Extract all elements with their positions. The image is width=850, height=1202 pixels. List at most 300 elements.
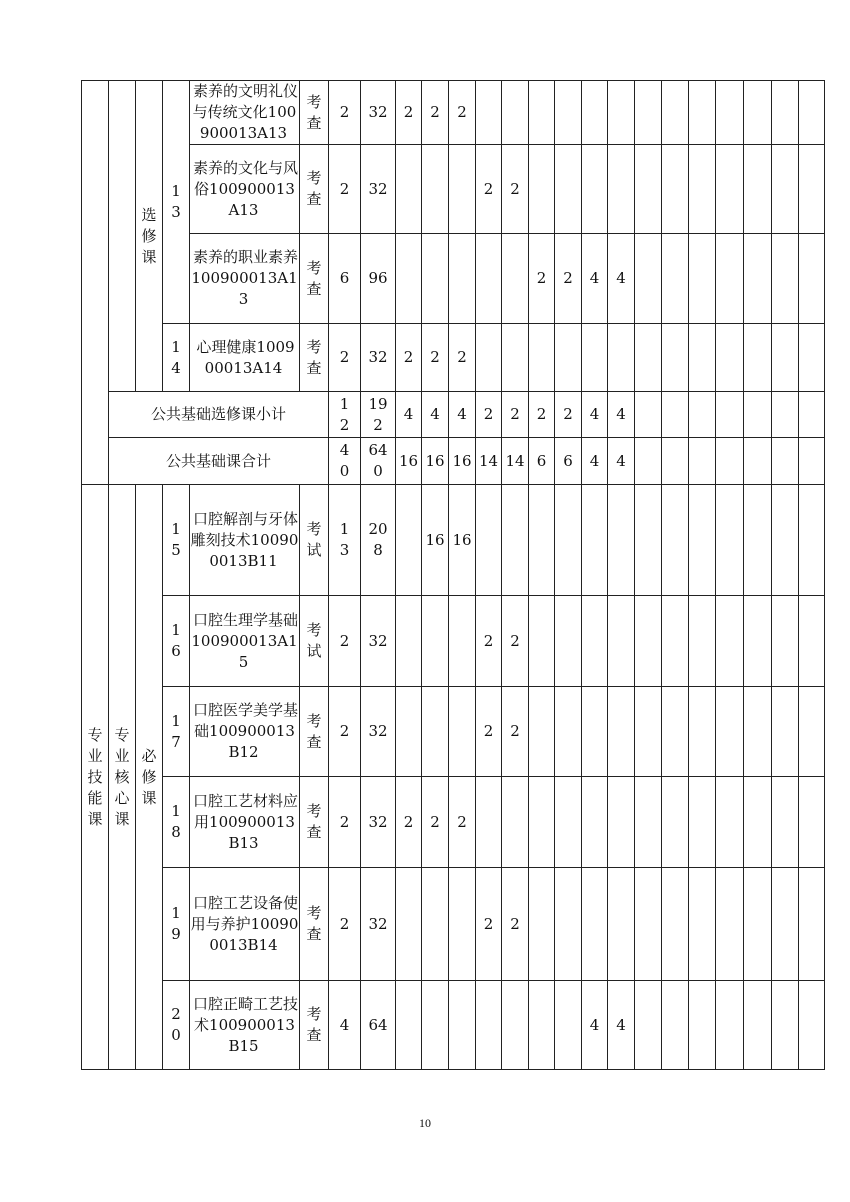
exam-type-text: 考查: [306, 904, 322, 943]
week-cell: [476, 485, 502, 596]
hours-cell-text: 192: [368, 394, 388, 434]
week-cell: [716, 81, 744, 145]
week-cell: [449, 234, 476, 324]
week-cell: [716, 145, 744, 234]
hours-cell: [361, 392, 396, 438]
credit-cell-text: 2: [339, 631, 350, 650]
week-cell: [502, 868, 529, 981]
week-cell: [476, 777, 502, 868]
course-number: [163, 485, 190, 596]
week-cell: [422, 234, 449, 324]
exam-type: [300, 324, 329, 392]
exam-type: [300, 81, 329, 145]
summary-label-text: 公共基础选修课小计: [150, 405, 286, 423]
week-cell: [716, 392, 744, 438]
exam-type-text: 考试: [306, 621, 322, 660]
week-cell: [582, 234, 608, 324]
exam-type-text: 考查: [306, 258, 322, 298]
summary-label-text: 公共基础课合计: [165, 451, 271, 470]
week-cell: [396, 981, 422, 1070]
week-cell: [662, 324, 689, 392]
week-cell: [689, 145, 716, 234]
week-cell: [555, 438, 582, 485]
week-cell: [422, 438, 449, 485]
week-cell: [582, 981, 608, 1070]
week-cell: [422, 324, 449, 392]
week-cell: [476, 687, 502, 777]
week-cell: [716, 777, 744, 868]
week-cell: [396, 324, 422, 392]
credit-cell: [329, 438, 361, 485]
week-cell: [476, 868, 502, 981]
week-cell: [635, 687, 662, 777]
week-cell: [502, 981, 529, 1070]
hours-cell: [361, 687, 396, 777]
week-cell: [449, 392, 476, 438]
week-cell-text: 4: [589, 451, 600, 470]
week-cell-text: 2: [563, 405, 573, 423]
summary-label: [109, 438, 329, 485]
week-cell: [582, 687, 608, 777]
week-cell: [772, 687, 799, 777]
week-cell: [529, 596, 555, 687]
week-cell: [502, 81, 529, 145]
week-cell: [608, 324, 635, 392]
week-cell: [449, 438, 476, 485]
table-row: [82, 687, 825, 777]
week-cell: [716, 596, 744, 687]
week-cell: [502, 145, 529, 234]
week-cell: [662, 438, 689, 485]
week-cell: [502, 234, 529, 324]
credit-cell-text: 2: [339, 722, 350, 740]
week-cell: [529, 81, 555, 145]
table-row: [82, 981, 825, 1070]
course-name-text: 口腔医学美学基础100900013B12: [192, 701, 298, 761]
week-cell-text: 16: [452, 530, 472, 549]
table-row: [82, 596, 825, 687]
week-cell: [422, 687, 449, 777]
course-number: [163, 687, 190, 777]
week-cell-text: 2: [510, 631, 520, 650]
course-number: [163, 777, 190, 868]
week-cell: [716, 485, 744, 596]
table-row: [82, 145, 825, 234]
week-cell: [799, 438, 825, 485]
hours-cell: [361, 145, 396, 234]
exam-type: [300, 145, 329, 234]
week-cell: [799, 145, 825, 234]
week-cell: [529, 981, 555, 1070]
table-row: [82, 868, 825, 981]
week-cell: [772, 324, 799, 392]
week-cell: [772, 81, 799, 145]
hours-cell: [361, 868, 396, 981]
summary-row: [82, 392, 825, 438]
credit-cell-text: 2: [339, 348, 350, 366]
week-cell: [799, 392, 825, 438]
week-cell: [396, 596, 422, 687]
major-skill-label: [82, 485, 109, 1070]
week-cell: [662, 777, 689, 868]
hours-cell-text: 640: [368, 441, 388, 480]
week-cell: [608, 145, 635, 234]
week-cell-text: 4: [589, 269, 600, 287]
week-cell: [396, 392, 422, 438]
page-number: 10: [419, 1116, 431, 1130]
week-cell-text: 2: [483, 914, 494, 933]
week-cell: [689, 981, 716, 1070]
credit-cell: [329, 596, 361, 687]
week-cell: [502, 485, 529, 596]
week-cell-text: 4: [616, 1015, 626, 1034]
week-cell: [555, 81, 582, 145]
course-name-text: 心理健康100900013A14: [196, 337, 295, 377]
week-cell: [689, 485, 716, 596]
hours-cell-text: 32: [368, 348, 388, 366]
week-cell: [635, 981, 662, 1070]
course-number-text: 16: [171, 621, 181, 660]
week-cell: [716, 868, 744, 981]
summary-row: [82, 438, 825, 485]
week-cell: [772, 981, 799, 1070]
week-cell: [716, 234, 744, 324]
week-cell: [689, 234, 716, 324]
week-cell: [772, 596, 799, 687]
week-cell: [555, 777, 582, 868]
credit-cell-text: 2: [339, 103, 350, 121]
week-cell: [502, 687, 529, 777]
week-cell: [689, 392, 716, 438]
hours-cell: [361, 324, 396, 392]
hours-cell-text: 32: [368, 179, 388, 198]
summary-label: [109, 392, 329, 438]
week-cell: [476, 145, 502, 234]
course-name-text: 口腔工艺材料应用100900013B13: [192, 791, 298, 852]
week-cell: [608, 777, 635, 868]
week-cell: [608, 438, 635, 485]
week-cell-text: 16: [452, 451, 472, 470]
week-cell: [744, 324, 772, 392]
credit-cell-text: 13: [339, 520, 350, 559]
week-cell: [449, 596, 476, 687]
credit-cell: [329, 145, 361, 234]
week-cell: [582, 145, 608, 234]
week-cell: [799, 687, 825, 777]
hours-cell: [361, 234, 396, 324]
week-cell: [635, 234, 662, 324]
week-cell-text: 2: [536, 405, 547, 423]
week-cell-text: 2: [457, 103, 467, 121]
week-cell: [635, 485, 662, 596]
week-cell: [582, 438, 608, 485]
week-cell: [555, 324, 582, 392]
week-cell: [529, 145, 555, 234]
week-cell: [582, 392, 608, 438]
week-cell: [662, 234, 689, 324]
week-cell: [662, 981, 689, 1070]
week-cell: [476, 81, 502, 145]
week-cell: [396, 485, 422, 596]
exam-type-text: 考查: [306, 337, 322, 377]
week-cell: [582, 868, 608, 981]
credit-cell: [329, 392, 361, 438]
course-number: [163, 324, 190, 392]
week-cell-text: 6: [563, 451, 573, 470]
week-cell: [422, 145, 449, 234]
week-cell-text: 2: [430, 348, 440, 366]
week-cell-text: 2: [510, 914, 520, 933]
week-cell: [772, 868, 799, 981]
week-cell: [529, 324, 555, 392]
week-cell-text: 16: [425, 530, 445, 549]
exam-type-text: 考查: [306, 92, 322, 132]
hours-cell: [361, 438, 396, 485]
credit-cell-text: 2: [339, 812, 350, 831]
week-cell-text: 14: [505, 451, 525, 470]
week-cell: [744, 81, 772, 145]
week-cell-text: 2: [403, 348, 414, 366]
credit-cell: [329, 81, 361, 145]
course-name-text: 素养的文化与风俗100900013A13: [192, 158, 298, 219]
week-cell: [555, 687, 582, 777]
week-cell: [772, 234, 799, 324]
week-cell: [635, 868, 662, 981]
week-cell: [502, 324, 529, 392]
week-cell-text: 2: [483, 722, 494, 740]
credit-cell-text: 2: [339, 179, 350, 198]
exam-type-text: 考试: [306, 520, 322, 559]
course-name: [190, 868, 300, 981]
week-cell: [396, 777, 422, 868]
hours-cell-text: 64: [368, 1015, 388, 1034]
elective-label: [136, 81, 163, 392]
week-cell-text: 2: [403, 103, 414, 121]
week-cell: [635, 145, 662, 234]
exam-type: [300, 981, 329, 1070]
table-row: [82, 777, 825, 868]
hours-cell-text: 32: [368, 914, 388, 933]
week-cell: [529, 687, 555, 777]
week-cell: [555, 145, 582, 234]
week-cell: [422, 868, 449, 981]
week-cell: [422, 485, 449, 596]
week-cell: [502, 392, 529, 438]
week-cell: [555, 485, 582, 596]
week-cell: [799, 324, 825, 392]
week-cell: [689, 777, 716, 868]
week-cell: [608, 485, 635, 596]
week-cell: [502, 438, 529, 485]
week-cell: [662, 868, 689, 981]
week-cell: [396, 81, 422, 145]
hours-cell: [361, 596, 396, 687]
credit-cell: [329, 868, 361, 981]
credit-cell-text: 4: [339, 1015, 350, 1034]
week-cell: [529, 777, 555, 868]
week-cell: [689, 687, 716, 777]
week-cell: [396, 687, 422, 777]
week-cell: [772, 438, 799, 485]
table-row: [82, 485, 825, 596]
week-cell: [772, 777, 799, 868]
week-cell-text: 4: [457, 405, 467, 423]
subcategory-blank: [109, 81, 136, 392]
week-cell: [635, 81, 662, 145]
elective-label-text: 选修课: [141, 205, 157, 266]
week-cell: [449, 687, 476, 777]
week-cell: [608, 981, 635, 1070]
week-cell: [799, 81, 825, 145]
week-cell: [396, 145, 422, 234]
week-cell-text: 2: [563, 269, 573, 287]
course-name: [190, 687, 300, 777]
week-cell: [449, 981, 476, 1070]
week-cell: [772, 392, 799, 438]
week-cell: [422, 392, 449, 438]
course-number-text: 19: [171, 904, 181, 943]
hours-cell: [361, 485, 396, 596]
week-cell: [555, 596, 582, 687]
course-name: [190, 324, 300, 392]
week-cell-text: 2: [510, 405, 520, 423]
week-cell-text: 14: [478, 451, 499, 470]
week-cell: [529, 485, 555, 596]
week-cell: [716, 324, 744, 392]
week-cell-text: 2: [510, 722, 520, 740]
week-cell: [689, 868, 716, 981]
course-name-text: 口腔生理学基础100900013A15: [191, 610, 298, 671]
major-skill-label-text: 专业技能课: [87, 725, 103, 828]
week-cell: [555, 392, 582, 438]
week-cell: [476, 234, 502, 324]
hours-cell-text: 32: [368, 812, 388, 831]
course-name: [190, 234, 300, 324]
hours-cell: [361, 981, 396, 1070]
week-cell: [582, 596, 608, 687]
credit-cell: [329, 485, 361, 596]
week-cell-text: 2: [457, 348, 467, 366]
week-cell: [716, 687, 744, 777]
week-cell: [608, 687, 635, 777]
week-cell: [449, 81, 476, 145]
hours-cell: [361, 777, 396, 868]
course-name-text: 口腔解剖与牙体雕刻技术100900013B11: [190, 509, 299, 570]
hours-cell-text: 32: [368, 631, 388, 650]
course-name: [190, 485, 300, 596]
week-cell-text: 6: [536, 451, 547, 470]
course-number-text: 14: [171, 337, 181, 377]
course-number-text: 15: [171, 520, 181, 559]
course-name: [190, 596, 300, 687]
week-cell: [744, 981, 772, 1070]
course-name-text: 素养的文明礼仪与传统文化100900013A13: [192, 82, 298, 142]
course-number-text: 13: [171, 182, 181, 221]
credit-cell: [329, 777, 361, 868]
week-cell: [662, 145, 689, 234]
week-cell-text: 2: [483, 405, 494, 423]
week-cell: [555, 234, 582, 324]
week-cell: [449, 485, 476, 596]
week-cell: [582, 485, 608, 596]
week-cell: [555, 868, 582, 981]
hours-cell-text: 96: [368, 269, 388, 287]
course-number-text: 18: [171, 802, 181, 841]
week-cell: [744, 438, 772, 485]
week-cell-text: 2: [510, 179, 520, 198]
week-cell: [608, 392, 635, 438]
week-cell: [744, 596, 772, 687]
week-cell: [502, 596, 529, 687]
week-cell-text: 16: [398, 451, 419, 470]
week-cell: [662, 392, 689, 438]
credit-cell: [329, 324, 361, 392]
week-cell: [744, 687, 772, 777]
week-cell: [799, 981, 825, 1070]
week-cell: [799, 596, 825, 687]
week-cell: [476, 438, 502, 485]
course-schedule-table: [81, 80, 825, 1070]
exam-type-text: 考查: [306, 802, 322, 841]
week-cell: [582, 324, 608, 392]
week-cell: [716, 981, 744, 1070]
week-cell: [608, 596, 635, 687]
week-cell-text: 4: [403, 405, 414, 423]
exam-type-text: 考查: [306, 1005, 322, 1044]
week-cell: [449, 145, 476, 234]
week-cell: [635, 438, 662, 485]
exam-type: [300, 596, 329, 687]
credit-cell: [329, 687, 361, 777]
week-cell: [635, 392, 662, 438]
week-cell-text: 4: [430, 405, 440, 423]
exam-type: [300, 234, 329, 324]
week-cell: [662, 596, 689, 687]
course-number-text: 17: [171, 711, 181, 751]
week-cell: [449, 868, 476, 981]
week-cell: [449, 324, 476, 392]
week-cell-text: 4: [616, 269, 626, 287]
week-cell: [422, 777, 449, 868]
week-cell-text: 4: [589, 1015, 600, 1034]
week-cell-text: 2: [483, 179, 494, 198]
week-cell: [662, 81, 689, 145]
week-cell: [744, 777, 772, 868]
category-blank: [82, 81, 109, 485]
course-number: [163, 81, 190, 324]
course-name: [190, 777, 300, 868]
week-cell: [689, 81, 716, 145]
week-cell-text: 16: [425, 451, 445, 470]
hours-cell-text: 208: [368, 520, 388, 559]
week-cell: [744, 234, 772, 324]
week-cell: [635, 777, 662, 868]
week-cell: [422, 596, 449, 687]
major-core-label-text: 专业核心课: [114, 725, 130, 828]
exam-type-text: 考查: [306, 169, 322, 208]
major-core-label: [109, 485, 136, 1070]
week-cell-text: 2: [403, 812, 414, 831]
week-cell: [744, 868, 772, 981]
week-cell: [799, 868, 825, 981]
week-cell: [396, 868, 422, 981]
exam-type: [300, 485, 329, 596]
week-cell-text: 2: [536, 269, 547, 287]
course-number-text: 20: [171, 1005, 181, 1044]
week-cell: [799, 777, 825, 868]
credit-cell: [329, 234, 361, 324]
course-name: [190, 81, 300, 145]
